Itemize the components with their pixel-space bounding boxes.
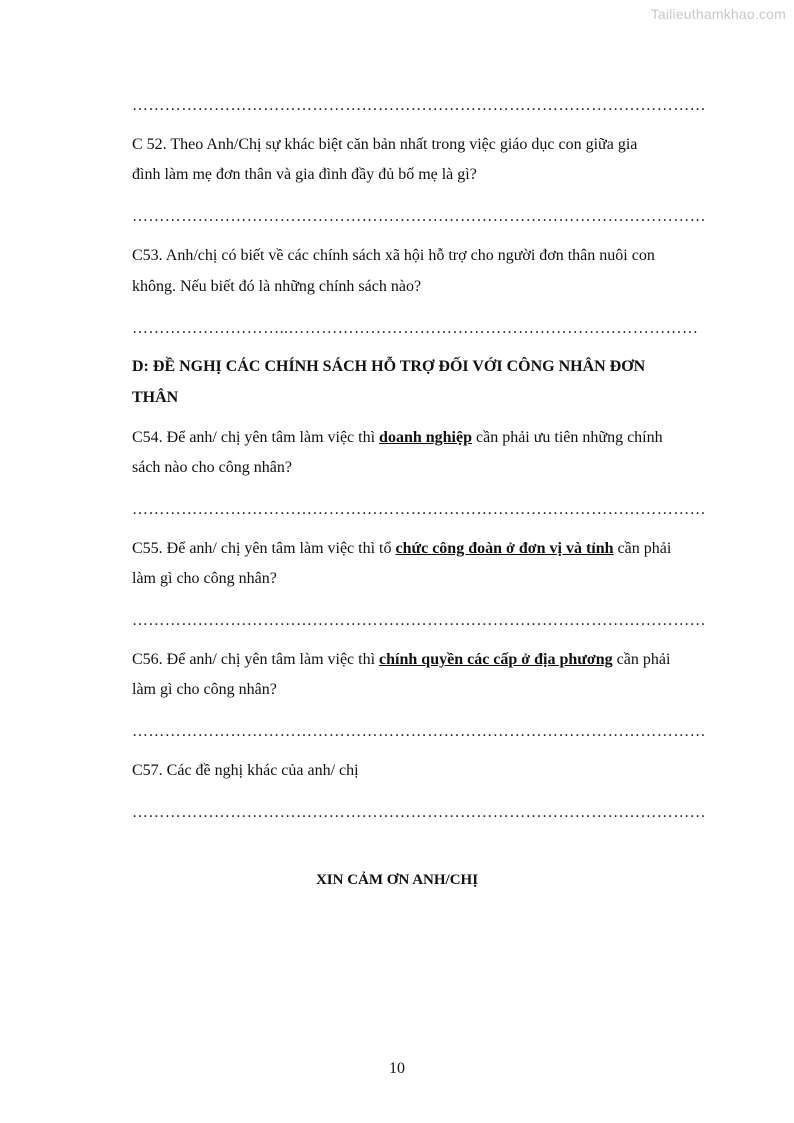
question-55-line-2: làm gì cho công nhân? <box>132 570 277 587</box>
page-number: 10 <box>389 1060 405 1077</box>
answer-line: …………………………………………………………………………………………… <box>132 97 706 114</box>
answer-line: ………………………..………………………………………………………………… <box>132 320 699 337</box>
question-52-line-1: C 52. Theo Anh/Chị sự khác biệt căn bản nhất trong việc giáo dục con giữa gia <box>132 136 638 153</box>
answer-line: …………………………………………………………………………………………… <box>132 804 706 821</box>
question-53-line-2: không. Nếu biết đó là những chính sách nào? <box>132 278 422 295</box>
question-54-line-2: sách nào cho công nhân? <box>132 459 292 476</box>
question-57-line-1: C57. Các đề nghị khác của anh/ chị <box>132 762 359 779</box>
question-54-emphasis: doanh nghiệp <box>379 429 472 446</box>
answer-line: …………………………………………………………………………………………… <box>132 723 706 740</box>
question-56-emphasis: chính quyền các cấp ở địa phương <box>379 651 613 668</box>
section-d-heading-line-1: D: ĐỀ NGHỊ CÁC CHÍNH SÁCH HỖ TRỢ ĐỐI VỚI CÔNG NHÂN ĐƠN <box>132 358 646 375</box>
question-52-line-2: đình làm mẹ đơn thân và gia đình đầy đủ bố mẹ là gì? <box>132 166 477 183</box>
question-56-prefix: C56. Để anh/ chị yên tâm làm việc thì <box>132 651 380 668</box>
question-55-prefix: C55. Để anh/ chị yên tâm làm việc thì tổ <box>132 540 396 557</box>
question-55-suffix: cần phải <box>613 540 672 557</box>
question-56-suffix: cần phải <box>612 651 671 668</box>
question-54-line-1 <box>132 429 663 447</box>
question-55-line-1 <box>132 540 671 558</box>
question-54-prefix: C54. Để anh/ chị yên tâm làm việc thì <box>132 429 380 446</box>
question-53-line-1: C53. Anh/chị có biết về các chính sách xã hội hỗ trợ cho người đơn thân nuôi con <box>132 247 655 264</box>
section-d-heading-line-2: THÂN <box>132 389 179 406</box>
question-54-suffix: cần phải ưu tiên những chính <box>471 429 663 446</box>
watermark-text: Tailieuthamkhao.com <box>650 6 786 22</box>
answer-line: …………………………………………………………………………………………… <box>132 501 706 518</box>
thank-you-closing: XIN CẢM ƠN ANH/CHỊ <box>315 872 479 888</box>
question-55-emphasis: chức công đoàn ở đơn vị và tỉnh <box>395 540 614 557</box>
question-56-line-2: làm gì cho công nhân? <box>132 681 277 698</box>
answer-line: …………………………………………………………………………………………… <box>132 208 706 225</box>
question-56-line-1 <box>132 651 670 669</box>
answer-line: …………………………………………………………………………………………… <box>132 612 706 629</box>
